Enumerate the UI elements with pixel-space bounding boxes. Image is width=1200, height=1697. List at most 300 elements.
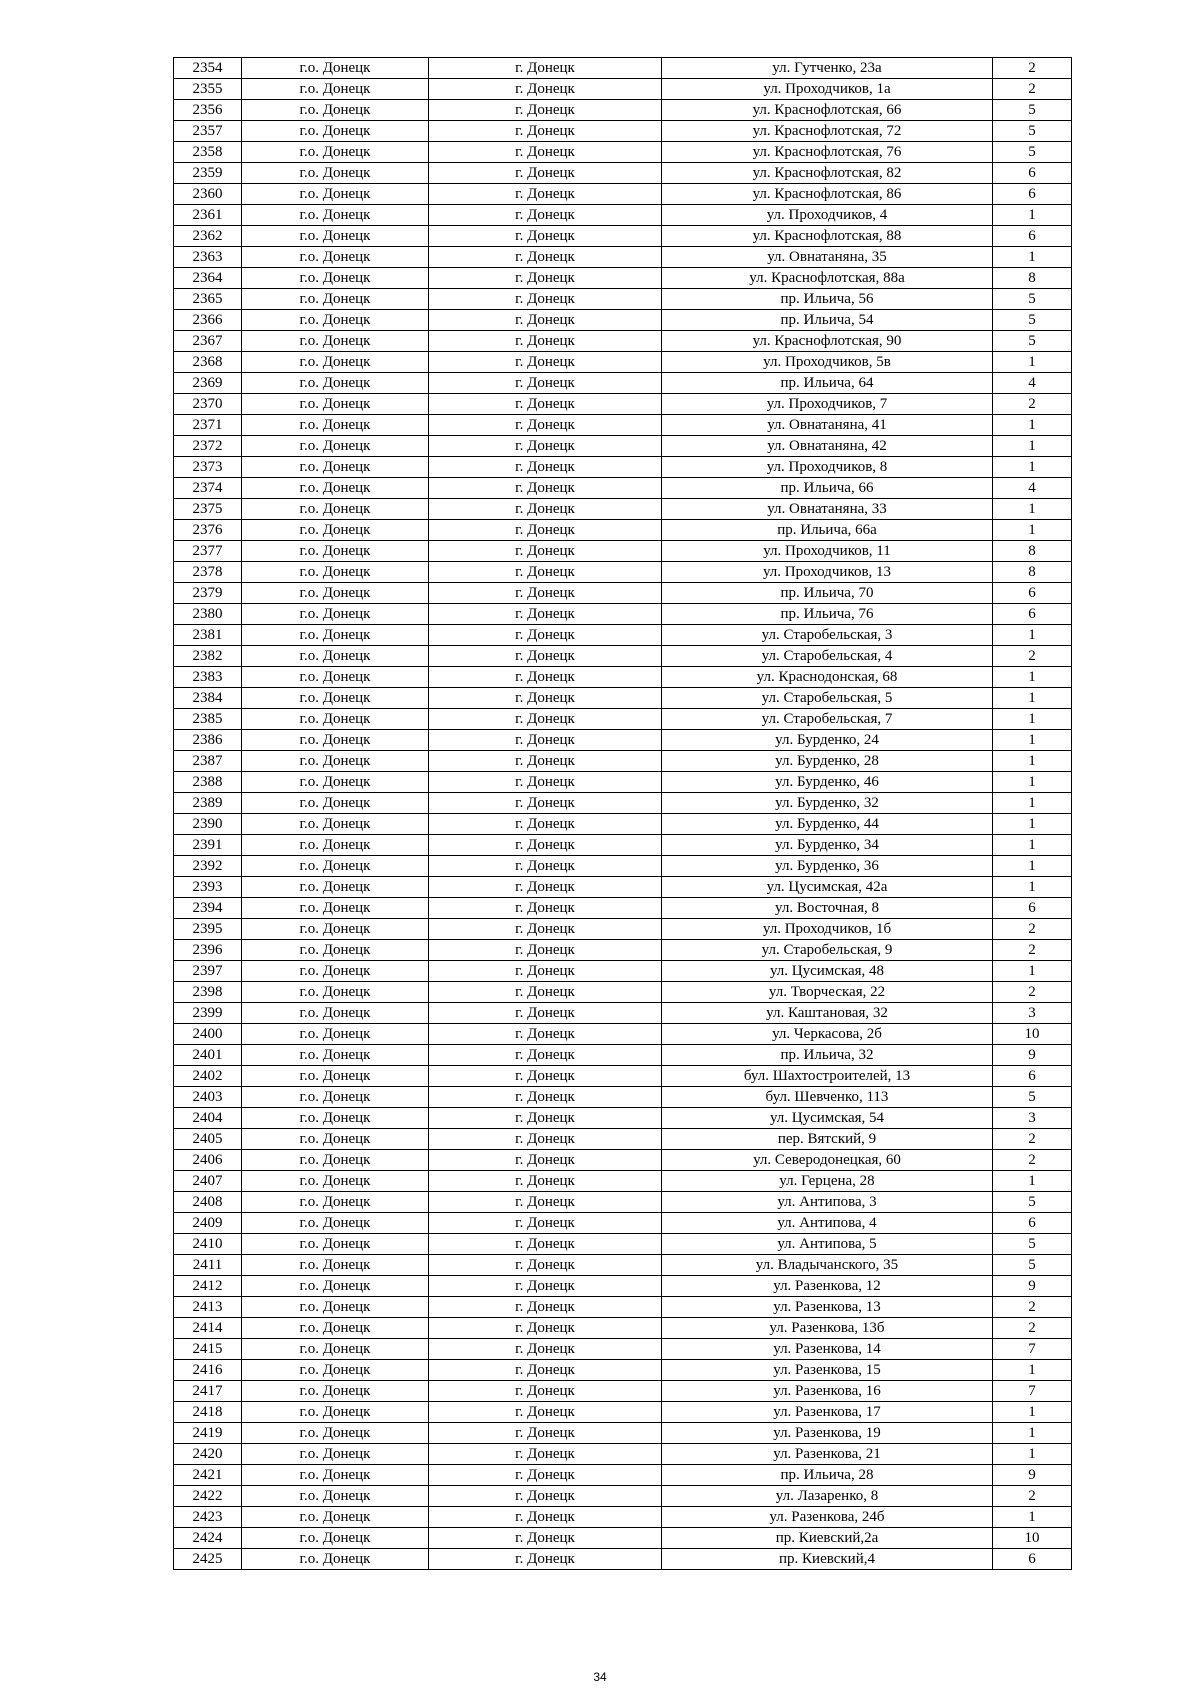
row-number-cell: 2382 [174, 646, 242, 667]
district-cell: г.о. Донецк [242, 1381, 429, 1402]
count-cell: 2 [993, 940, 1072, 961]
district-cell: г.о. Донецк [242, 1402, 429, 1423]
city-cell: г. Донецк [429, 1171, 662, 1192]
district-cell: г.о. Донецк [242, 772, 429, 793]
count-cell: 1 [993, 814, 1072, 835]
table-row [174, 604, 1072, 625]
count-cell: 2 [993, 79, 1072, 100]
address-cell: пр. Ильича, 64 [662, 373, 993, 394]
table-row [174, 877, 1072, 898]
table-row [174, 1087, 1072, 1108]
row-number-cell: 2406 [174, 1150, 242, 1171]
city-cell: г. Донецк [429, 415, 662, 436]
table-row [174, 1276, 1072, 1297]
count-cell: 5 [993, 142, 1072, 163]
row-number-cell: 2403 [174, 1087, 242, 1108]
row-number-cell: 2370 [174, 394, 242, 415]
count-cell: 10 [993, 1528, 1072, 1549]
table-row [174, 268, 1072, 289]
district-cell: г.о. Донецк [242, 373, 429, 394]
row-number-cell: 2383 [174, 667, 242, 688]
district-cell: г.о. Донецк [242, 583, 429, 604]
table-row [174, 1171, 1072, 1192]
table-row [174, 1192, 1072, 1213]
district-cell: г.о. Донецк [242, 856, 429, 877]
row-number-cell: 2361 [174, 205, 242, 226]
city-cell: г. Донецк [429, 583, 662, 604]
table-row [174, 1255, 1072, 1276]
count-cell: 5 [993, 289, 1072, 310]
table-row [174, 247, 1072, 268]
count-cell: 5 [993, 100, 1072, 121]
count-cell: 6 [993, 163, 1072, 184]
row-number-cell: 2374 [174, 478, 242, 499]
address-cell: ул. Антипова, 5 [662, 1234, 993, 1255]
district-cell: г.о. Донецк [242, 289, 429, 310]
table-row [174, 667, 1072, 688]
address-cell: ул. Разенкова, 14 [662, 1339, 993, 1360]
count-cell: 2 [993, 1486, 1072, 1507]
row-number-cell: 2416 [174, 1360, 242, 1381]
count-cell: 1 [993, 772, 1072, 793]
district-cell: г.о. Донецк [242, 1339, 429, 1360]
table-row [174, 289, 1072, 310]
row-number-cell: 2422 [174, 1486, 242, 1507]
city-cell: г. Донецк [429, 982, 662, 1003]
row-number-cell: 2367 [174, 331, 242, 352]
district-cell: г.о. Донецк [242, 1255, 429, 1276]
city-cell: г. Донецк [429, 940, 662, 961]
count-cell: 1 [993, 877, 1072, 898]
district-cell: г.о. Донецк [242, 310, 429, 331]
city-cell: г. Донецк [429, 1381, 662, 1402]
city-cell: г. Донецк [429, 1087, 662, 1108]
district-cell: г.о. Донецк [242, 100, 429, 121]
district-cell: г.о. Донецк [242, 1423, 429, 1444]
city-cell: г. Донецк [429, 1339, 662, 1360]
district-cell: г.о. Донецк [242, 79, 429, 100]
count-cell: 1 [993, 688, 1072, 709]
address-cell: ул. Бурденко, 24 [662, 730, 993, 751]
district-cell: г.о. Донецк [242, 58, 429, 79]
city-cell: г. Донецк [429, 520, 662, 541]
row-number-cell: 2368 [174, 352, 242, 373]
city-cell: г. Донецк [429, 1024, 662, 1045]
city-cell: г. Донецк [429, 142, 662, 163]
count-cell: 2 [993, 1150, 1072, 1171]
address-cell: пр. Киевский,4 [662, 1549, 993, 1570]
table-row [174, 436, 1072, 457]
row-number-cell: 2411 [174, 1255, 242, 1276]
address-cell: ул. Проходчиков, 8 [662, 457, 993, 478]
city-cell: г. Донецк [429, 226, 662, 247]
address-cell: ул. Овнатаняна, 41 [662, 415, 993, 436]
table-row [174, 625, 1072, 646]
city-cell: г. Донецк [429, 1150, 662, 1171]
table-row [174, 205, 1072, 226]
table-row [174, 1423, 1072, 1444]
table-row [174, 142, 1072, 163]
row-number-cell: 2418 [174, 1402, 242, 1423]
address-cell: ул. Творческая, 22 [662, 982, 993, 1003]
city-cell: г. Донецк [429, 58, 662, 79]
count-cell: 2 [993, 1297, 1072, 1318]
city-cell: г. Донецк [429, 835, 662, 856]
district-cell: г.о. Донецк [242, 1066, 429, 1087]
count-cell: 9 [993, 1045, 1072, 1066]
row-number-cell: 2357 [174, 121, 242, 142]
district-cell: г.о. Донецк [242, 919, 429, 940]
address-cell: ул. Бурденко, 34 [662, 835, 993, 856]
city-cell: г. Донецк [429, 121, 662, 142]
table-row [174, 835, 1072, 856]
city-cell: г. Донецк [429, 79, 662, 100]
address-cell: ул. Черкасова, 2б [662, 1024, 993, 1045]
count-cell: 5 [993, 1192, 1072, 1213]
row-number-cell: 2388 [174, 772, 242, 793]
table-row [174, 961, 1072, 982]
city-cell: г. Донецк [429, 562, 662, 583]
table-row [174, 163, 1072, 184]
city-cell: г. Донецк [429, 1528, 662, 1549]
district-cell: г.о. Донецк [242, 121, 429, 142]
table-row [174, 1150, 1072, 1171]
table-row [174, 1465, 1072, 1486]
district-cell: г.о. Донецк [242, 709, 429, 730]
city-cell: г. Донецк [429, 1003, 662, 1024]
city-cell: г. Донецк [429, 1423, 662, 1444]
district-cell: г.о. Донецк [242, 625, 429, 646]
address-cell: ул. Старобельская, 5 [662, 688, 993, 709]
count-cell: 5 [993, 1234, 1072, 1255]
district-cell: г.о. Донецк [242, 247, 429, 268]
table-row [174, 688, 1072, 709]
count-cell: 1 [993, 856, 1072, 877]
row-number-cell: 2369 [174, 373, 242, 394]
district-cell: г.о. Донецк [242, 205, 429, 226]
city-cell: г. Донецк [429, 1549, 662, 1570]
district-cell: г.о. Донецк [242, 961, 429, 982]
row-number-cell: 2396 [174, 940, 242, 961]
city-cell: г. Донецк [429, 1465, 662, 1486]
address-cell: ул. Проходчиков, 1б [662, 919, 993, 940]
row-number-cell: 2359 [174, 163, 242, 184]
count-cell: 2 [993, 646, 1072, 667]
table-row [174, 373, 1072, 394]
district-cell: г.о. Донецк [242, 730, 429, 751]
address-cell: ул. Краснодонская, 68 [662, 667, 993, 688]
city-cell: г. Донецк [429, 499, 662, 520]
row-number-cell: 2360 [174, 184, 242, 205]
table-row [174, 457, 1072, 478]
address-cell: ул. Старобельская, 7 [662, 709, 993, 730]
count-cell: 4 [993, 373, 1072, 394]
city-cell: г. Донецк [429, 100, 662, 121]
row-number-cell: 2380 [174, 604, 242, 625]
row-number-cell: 2390 [174, 814, 242, 835]
district-cell: г.о. Донецк [242, 1171, 429, 1192]
district-cell: г.о. Донецк [242, 688, 429, 709]
count-cell: 2 [993, 1318, 1072, 1339]
city-cell: г. Донецк [429, 1255, 662, 1276]
table-row [174, 562, 1072, 583]
city-cell: г. Донецк [429, 877, 662, 898]
row-number-cell: 2400 [174, 1024, 242, 1045]
count-cell: 6 [993, 604, 1072, 625]
address-cell: бул. Шахтостроителей, 13 [662, 1066, 993, 1087]
city-cell: г. Донецк [429, 247, 662, 268]
table-row [174, 730, 1072, 751]
district-cell: г.о. Донецк [242, 1486, 429, 1507]
row-number-cell: 2414 [174, 1318, 242, 1339]
count-cell: 1 [993, 205, 1072, 226]
district-cell: г.о. Донецк [242, 982, 429, 1003]
city-cell: г. Донецк [429, 394, 662, 415]
address-cell: ул. Старобельская, 4 [662, 646, 993, 667]
city-cell: г. Донецк [429, 772, 662, 793]
row-number-cell: 2354 [174, 58, 242, 79]
city-cell: г. Донецк [429, 688, 662, 709]
address-cell: ул. Краснофлотская, 82 [662, 163, 993, 184]
address-cell: ул. Старобельская, 3 [662, 625, 993, 646]
district-cell: г.о. Донецк [242, 1087, 429, 1108]
count-cell: 1 [993, 1423, 1072, 1444]
district-cell: г.о. Донецк [242, 1234, 429, 1255]
address-cell: ул. Цусимская, 54 [662, 1108, 993, 1129]
table-row [174, 520, 1072, 541]
address-cell: ул. Проходчиков, 1а [662, 79, 993, 100]
district-cell: г.о. Донецк [242, 499, 429, 520]
city-cell: г. Донецк [429, 1360, 662, 1381]
count-cell: 3 [993, 1003, 1072, 1024]
district-cell: г.о. Донецк [242, 226, 429, 247]
district-cell: г.о. Донецк [242, 184, 429, 205]
count-cell: 1 [993, 499, 1072, 520]
district-cell: г.о. Донецк [242, 814, 429, 835]
row-number-cell: 2375 [174, 499, 242, 520]
address-cell: ул. Владычанского, 35 [662, 1255, 993, 1276]
address-cell: ул. Проходчиков, 5в [662, 352, 993, 373]
address-cell: пр. Киевский,2а [662, 1528, 993, 1549]
address-cell: ул. Разенкова, 12 [662, 1276, 993, 1297]
district-cell: г.о. Донецк [242, 1318, 429, 1339]
city-cell: г. Донецк [429, 1108, 662, 1129]
row-number-cell: 2389 [174, 793, 242, 814]
count-cell: 1 [993, 1507, 1072, 1528]
table-row [174, 394, 1072, 415]
table-row [174, 1045, 1072, 1066]
district-cell: г.о. Донецк [242, 562, 429, 583]
count-cell: 1 [993, 1402, 1072, 1423]
address-cell: ул. Овнатаняна, 42 [662, 436, 993, 457]
city-cell: г. Донецк [429, 1234, 662, 1255]
district-cell: г.о. Донецк [242, 1108, 429, 1129]
address-cell: бул. Шевченко, 113 [662, 1087, 993, 1108]
table-row [174, 1444, 1072, 1465]
table-row [174, 1360, 1072, 1381]
count-cell: 1 [993, 415, 1072, 436]
count-cell: 7 [993, 1339, 1072, 1360]
address-cell: ул. Старобельская, 9 [662, 940, 993, 961]
address-cell: ул. Разенкова, 16 [662, 1381, 993, 1402]
table-row [174, 499, 1072, 520]
count-cell: 5 [993, 1087, 1072, 1108]
city-cell: г. Донецк [429, 1297, 662, 1318]
table-row [174, 1339, 1072, 1360]
city-cell: г. Донецк [429, 1066, 662, 1087]
count-cell: 10 [993, 1024, 1072, 1045]
count-cell: 6 [993, 226, 1072, 247]
count-cell: 1 [993, 247, 1072, 268]
district-cell: г.о. Донецк [242, 1528, 429, 1549]
address-cell: ул. Северодонецкая, 60 [662, 1150, 993, 1171]
address-cell: пр. Ильича, 32 [662, 1045, 993, 1066]
count-cell: 9 [993, 1276, 1072, 1297]
table-row [174, 1549, 1072, 1570]
district-cell: г.о. Донецк [242, 268, 429, 289]
city-cell: г. Донецк [429, 541, 662, 562]
district-cell: г.о. Донецк [242, 1213, 429, 1234]
district-cell: г.о. Донецк [242, 142, 429, 163]
city-cell: г. Донецк [429, 1444, 662, 1465]
city-cell: г. Донецк [429, 457, 662, 478]
district-cell: г.о. Донецк [242, 520, 429, 541]
count-cell: 1 [993, 436, 1072, 457]
row-number-cell: 2420 [174, 1444, 242, 1465]
table-row [174, 1234, 1072, 1255]
count-cell: 5 [993, 1255, 1072, 1276]
address-cell: ул. Краснофлотская, 72 [662, 121, 993, 142]
city-cell: г. Донецк [429, 625, 662, 646]
address-cell: ул. Краснофлотская, 86 [662, 184, 993, 205]
city-cell: г. Донецк [429, 898, 662, 919]
address-cell: ул. Краснофлотская, 88а [662, 268, 993, 289]
city-cell: г. Донецк [429, 1129, 662, 1150]
city-cell: г. Донецк [429, 331, 662, 352]
row-number-cell: 2394 [174, 898, 242, 919]
address-cell: ул. Разенкова, 17 [662, 1402, 993, 1423]
address-cell: ул. Проходчиков, 13 [662, 562, 993, 583]
table-row [174, 1318, 1072, 1339]
district-cell: г.о. Донецк [242, 1045, 429, 1066]
count-cell: 1 [993, 1360, 1072, 1381]
page-number: 34 [593, 1670, 607, 1684]
row-number-cell: 2397 [174, 961, 242, 982]
table-row [174, 919, 1072, 940]
count-cell: 5 [993, 331, 1072, 352]
count-cell: 2 [993, 394, 1072, 415]
row-number-cell: 2392 [174, 856, 242, 877]
address-cell: ул. Овнатаняна, 33 [662, 499, 993, 520]
address-cell: ул. Овнатаняна, 35 [662, 247, 993, 268]
row-number-cell: 2395 [174, 919, 242, 940]
row-number-cell: 2358 [174, 142, 242, 163]
row-number-cell: 2387 [174, 751, 242, 772]
district-cell: г.о. Донецк [242, 1276, 429, 1297]
table-row [174, 1213, 1072, 1234]
address-cell: ул. Бурденко, 28 [662, 751, 993, 772]
table-row [174, 982, 1072, 1003]
city-cell: г. Донецк [429, 205, 662, 226]
count-cell: 8 [993, 541, 1072, 562]
count-cell: 6 [993, 184, 1072, 205]
district-cell: г.о. Донецк [242, 1507, 429, 1528]
row-number-cell: 2409 [174, 1213, 242, 1234]
table-row [174, 184, 1072, 205]
table-row [174, 940, 1072, 961]
address-cell: ул. Проходчиков, 11 [662, 541, 993, 562]
district-cell: г.о. Донецк [242, 1360, 429, 1381]
city-cell: г. Донецк [429, 1045, 662, 1066]
city-cell: г. Донецк [429, 1318, 662, 1339]
table-row [174, 751, 1072, 772]
count-cell: 6 [993, 1213, 1072, 1234]
table-row [174, 646, 1072, 667]
city-cell: г. Донецк [429, 289, 662, 310]
row-number-cell: 2373 [174, 457, 242, 478]
count-cell: 9 [993, 1465, 1072, 1486]
district-cell: г.о. Донецк [242, 751, 429, 772]
address-cell: ул. Каштановая, 32 [662, 1003, 993, 1024]
count-cell: 2 [993, 58, 1072, 79]
row-number-cell: 2424 [174, 1528, 242, 1549]
table-row [174, 1507, 1072, 1528]
address-cell: ул. Цусимская, 42а [662, 877, 993, 898]
row-number-cell: 2408 [174, 1192, 242, 1213]
row-number-cell: 2366 [174, 310, 242, 331]
row-number-cell: 2381 [174, 625, 242, 646]
table-row [174, 121, 1072, 142]
row-number-cell: 2398 [174, 982, 242, 1003]
district-cell: г.о. Донецк [242, 898, 429, 919]
count-cell: 6 [993, 1549, 1072, 1570]
count-cell: 3 [993, 1108, 1072, 1129]
address-cell: ул. Разенкова, 24б [662, 1507, 993, 1528]
address-cell: ул. Разенкова, 13 [662, 1297, 993, 1318]
city-cell: г. Донецк [429, 667, 662, 688]
row-number-cell: 2364 [174, 268, 242, 289]
count-cell: 7 [993, 1381, 1072, 1402]
city-cell: г. Донецк [429, 709, 662, 730]
row-number-cell: 2402 [174, 1066, 242, 1087]
address-cell: ул. Разенкова, 13б [662, 1318, 993, 1339]
address-cell: пер. Вятский, 9 [662, 1129, 993, 1150]
district-cell: г.о. Донецк [242, 163, 429, 184]
row-number-cell: 2401 [174, 1045, 242, 1066]
count-cell: 1 [993, 625, 1072, 646]
district-cell: г.о. Донецк [242, 541, 429, 562]
address-cell: ул. Бурденко, 36 [662, 856, 993, 877]
district-cell: г.о. Донецк [242, 793, 429, 814]
row-number-cell: 2405 [174, 1129, 242, 1150]
count-cell: 8 [993, 268, 1072, 289]
address-cell: ул. Бурденко, 32 [662, 793, 993, 814]
address-cell: пр. Ильича, 76 [662, 604, 993, 625]
count-cell: 2 [993, 982, 1072, 1003]
district-cell: г.о. Донецк [242, 1192, 429, 1213]
district-cell: г.о. Донецк [242, 415, 429, 436]
district-cell: г.о. Донецк [242, 457, 429, 478]
city-cell: г. Донецк [429, 751, 662, 772]
row-number-cell: 2365 [174, 289, 242, 310]
address-cell: ул. Герцена, 28 [662, 1171, 993, 1192]
row-number-cell: 2399 [174, 1003, 242, 1024]
count-cell: 1 [993, 457, 1072, 478]
address-cell: пр. Ильича, 70 [662, 583, 993, 604]
row-number-cell: 2421 [174, 1465, 242, 1486]
count-cell: 1 [993, 835, 1072, 856]
row-number-cell: 2423 [174, 1507, 242, 1528]
